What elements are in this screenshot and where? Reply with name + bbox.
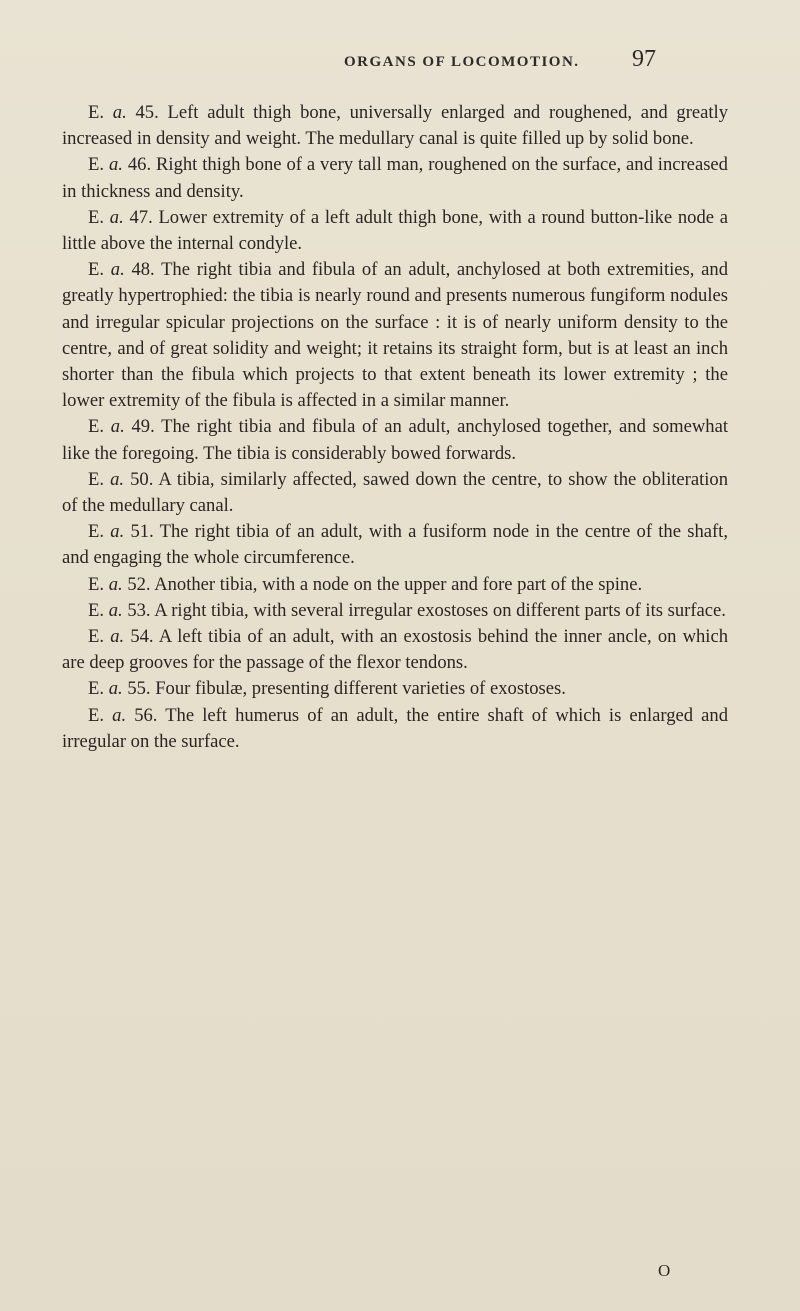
entry-number: 48. <box>131 259 155 281</box>
catalogue-entry-54 <box>62 624 728 676</box>
entry-text: Left adult thigh bone, universally enlarged and roughened, and greatly increased in density and weight. The medullary canal is quite filled up by solid bone. <box>62 102 729 150</box>
catalogue-entry-50 <box>62 467 728 519</box>
running-head <box>0 46 800 80</box>
entry-letter: a. <box>112 102 127 123</box>
catalogue-entry-46 <box>62 152 728 204</box>
entry-number: 46. <box>127 154 152 176</box>
entry-number: 51. <box>130 521 154 543</box>
entry-prefix: E. <box>88 573 105 595</box>
catalogue-entry-52 <box>62 572 728 598</box>
entry-letter: a. <box>110 521 125 543</box>
entry-text: Lower extremity of a left adult thigh bone, with a round button-like node a little above the internal condyle. <box>62 206 729 255</box>
entry-prefix: E. <box>88 468 105 490</box>
entry-prefix: E. <box>88 704 105 726</box>
entry-text: The right tibia and fibula of an adult, anchylosed at both extremities, and greatly hypertrophied: the tibia is nearly round and presents numerous fungiform nodules and irregular spicular projections on the surface : it is of nearly uniform density to the centre, and of great solidity and weight; it retains its straight form, but is at least an inch shorter than the fibula which projects to that extent beneath its lower extremity ; the lower extremity of the fibula is affected in a similar manner. <box>62 259 729 412</box>
entry-number: 55. <box>127 678 151 700</box>
entry-number: 47. <box>129 206 153 228</box>
body-text <box>62 100 728 755</box>
entry-letter: a. <box>109 206 124 228</box>
catalogue-entry-51 <box>62 519 728 571</box>
catalogue-entry-55 <box>62 676 728 702</box>
entry-letter: a. <box>108 599 123 621</box>
catalogue-entry-56 <box>62 703 728 755</box>
entry-letter: a. <box>108 678 123 700</box>
entry-text: A left tibia of an adult, with an exostosis behind the inner ancle, on which are deep grooves for the passage of the flexor tendons. <box>62 626 729 674</box>
entry-text: The right tibia and fibula of an adult, anchylosed together, and somewhat like the foregoing. The tibia is considerably bowed forwards. <box>62 416 729 464</box>
page-number: 97 <box>632 46 656 72</box>
entry-text: Four fibulæ, presenting different varieties of exostoses. <box>155 678 566 700</box>
entry-prefix: E. <box>88 259 105 281</box>
catalogue-entry-48 <box>62 257 728 414</box>
entry-text: Another tibia, with a node on the upper and fore part of the spine. <box>154 573 643 595</box>
entry-number: 53. <box>127 599 151 621</box>
entry-prefix: E. <box>88 154 105 176</box>
entry-text: The right tibia of an adult, with a fusiform node in the centre of the shaft, and engaging the whole circumference. <box>62 521 728 569</box>
entry-letter: a. <box>108 154 123 176</box>
entry-prefix: E. <box>88 521 105 543</box>
entry-number: 52. <box>127 573 151 595</box>
entry-letter: a. <box>110 259 125 281</box>
entry-prefix: E. <box>88 206 105 228</box>
catalogue-entry-49 <box>62 414 728 466</box>
signature-mark: O <box>658 1261 671 1280</box>
entry-text: Right thigh bone of a very tall man, roughened on the surface, and increased in thickness and density. <box>62 154 728 202</box>
running-title: ORGANS OF LOCOMOTION. <box>344 54 580 70</box>
entry-letter: a. <box>108 573 123 595</box>
entry-letter: a. <box>110 468 125 490</box>
catalogue-entry-53 <box>62 598 728 624</box>
catalogue-entry-45 <box>62 100 728 152</box>
entry-number: 49. <box>131 416 155 438</box>
entry-number: 54. <box>130 626 154 648</box>
entry-text: A right tibia, with several irregular exostoses on different parts of its surface. <box>154 599 726 621</box>
entry-prefix: E. <box>88 599 105 621</box>
entry-number: 50. <box>130 468 154 490</box>
entry-letter: a. <box>110 416 125 438</box>
entry-letter: a. <box>110 626 125 648</box>
entry-prefix: E. <box>88 416 105 438</box>
entry-text: The left humerus of an adult, the entire shaft of which is enlarged and irregular on the surface. <box>62 704 729 752</box>
entry-number: 45. <box>135 102 159 123</box>
catalogue-entry-47 <box>62 205 728 257</box>
entry-text: A tibia, similarly affected, sawed down the centre, to show the obliteration of the medullary canal. <box>62 468 729 517</box>
entry-prefix: E. <box>88 678 105 700</box>
entry-letter: a. <box>112 704 127 726</box>
entry-number: 56. <box>134 704 158 726</box>
entry-prefix: E. <box>88 102 105 123</box>
entry-prefix: E. <box>88 626 105 648</box>
